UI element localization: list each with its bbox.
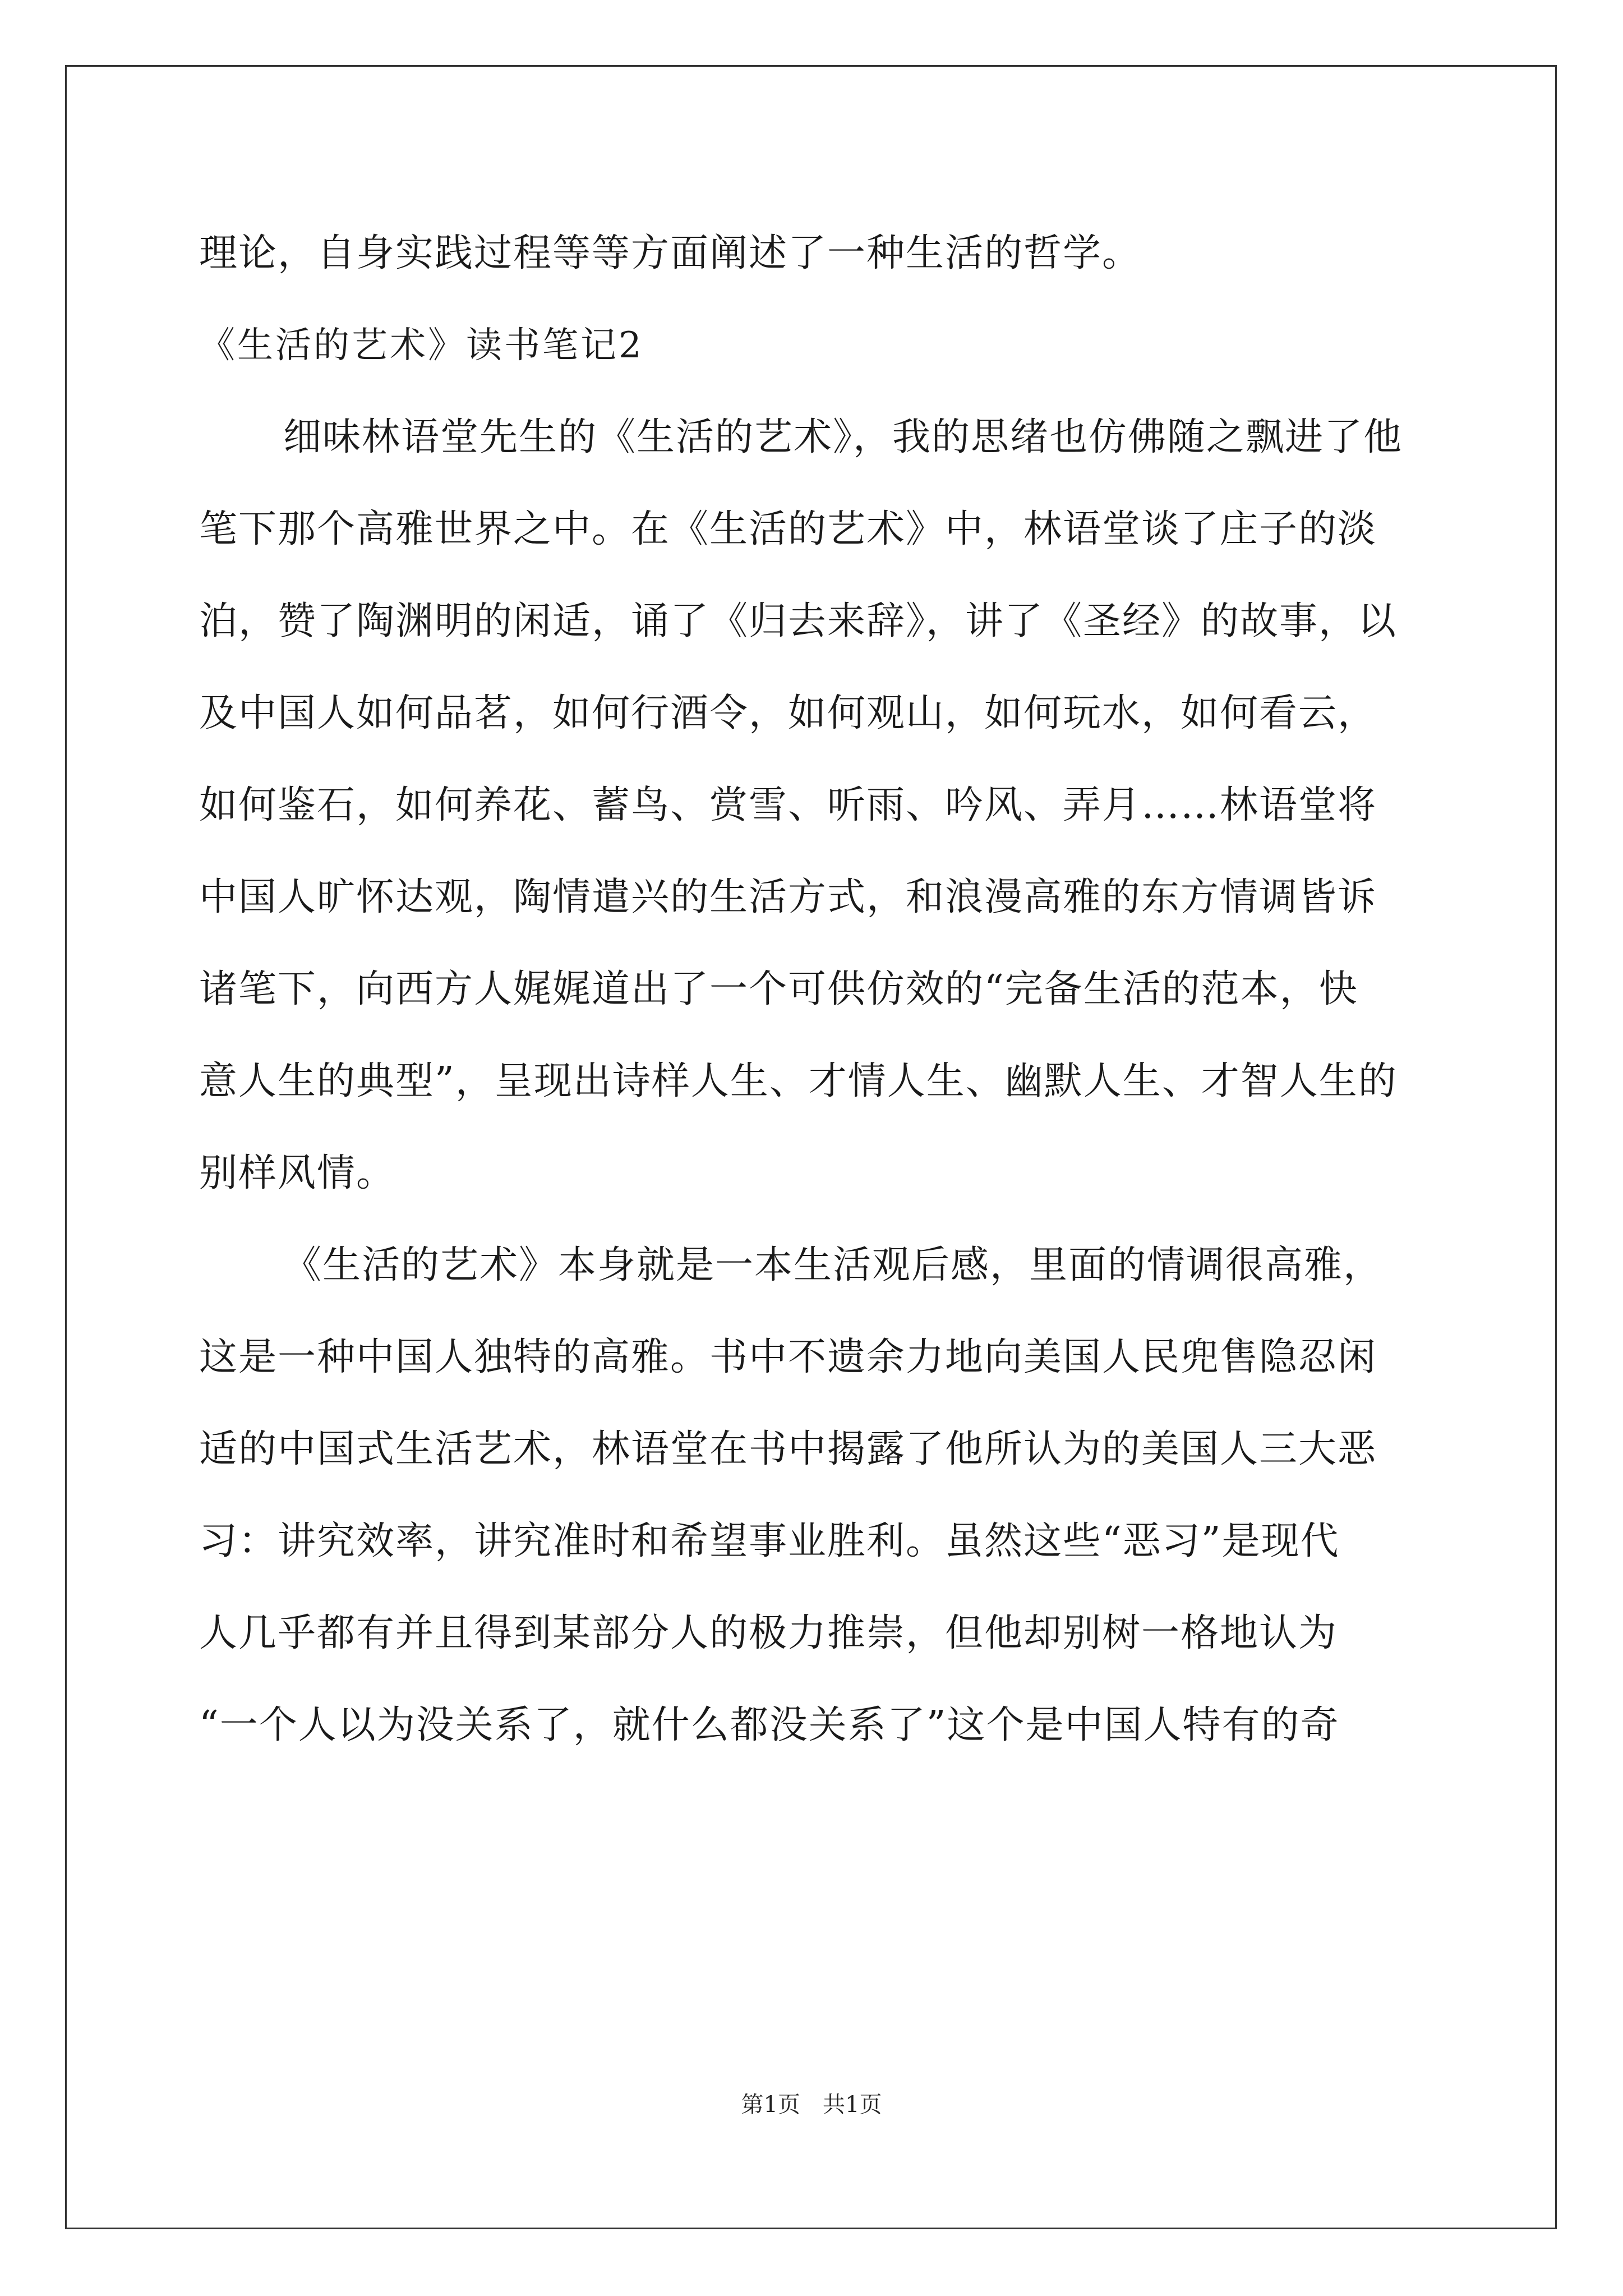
paragraph-first-line: 《生活的艺术》本身就是一本生活观后感，里面的情调很高雅， (283, 1243, 1383, 1287)
paragraph-first-line: 细味林语堂先生的《生活的艺术》，我的思绪也仿佛随之飘进了他 (283, 415, 1403, 459)
text-line: 诸笔下，向西方人娓娓道出了一个可供仿效的“完备生活的范本，快 (199, 967, 1358, 1011)
text-line: 中国人旷怀达观，陶情遣兴的生活方式，和浪漫高雅的东方情调皆诉 (199, 875, 1377, 919)
page-number: 第1页 共1页 (741, 2092, 882, 2118)
text-line: “一个人以为没关系了，就什么都没关系了”这个是中国人特有的奇 (199, 1703, 1340, 1747)
text-line: 适的中国式生活艺术，林语堂在书中揭露了他所认为的美国人三大恶 (199, 1427, 1377, 1471)
text-line: 笔下那个高雅世界之中。在《生活的艺术》中，林语堂谈了庄子的淡 (199, 507, 1377, 551)
text-line: 人几乎都有并且得到某部分人的极力推崇，但他却别树一格地认为 (199, 1611, 1338, 1655)
text-line: 别样风情。 (199, 1151, 396, 1195)
document-body (199, 208, 1427, 1772)
text-line: 如何鉴石，如何养花、蓄鸟、赏雪、听雨、吟风、弄月……林语堂将 (199, 783, 1377, 827)
text-line: 及中国人如何品茗，如何行酒令，如何观山，如何玩水，如何看云， (199, 691, 1377, 735)
section-heading: 《生活的艺术》读书笔记2 (199, 325, 644, 366)
text-line: 习：讲究效率，讲究准时和希望事业胜利。虽然这些“恶习”是现代 (199, 1519, 1340, 1563)
text-line: 意人生的典型”，呈现出诗样人生、才情人生、幽默人生、才智人生的 (199, 1059, 1398, 1103)
text-line: 泊，赞了陶渊明的闲适，诵了《归去来辞》，讲了《圣经》的故事，以 (199, 599, 1398, 643)
text-line: 这是一种中国人独特的高雅。书中不遗余力地向美国人民兜售隐忍闲 (199, 1335, 1377, 1379)
text-line: 理论，自身实践过程等等方面阐述了一种生活的哲学。 (199, 231, 1142, 275)
